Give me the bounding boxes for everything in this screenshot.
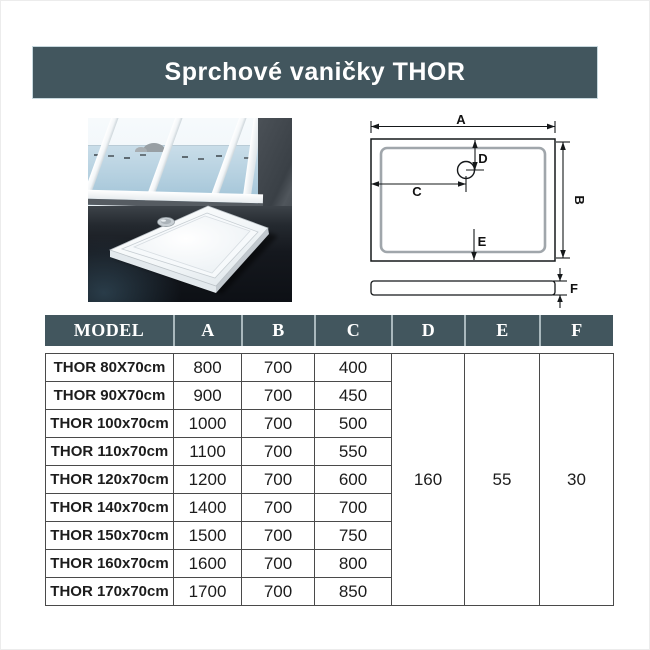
merged-cell-e: 55: [465, 354, 540, 606]
value-c-cell: 450: [315, 382, 392, 410]
value-c-cell: 750: [315, 522, 392, 550]
value-a-cell: 1500: [174, 522, 242, 550]
arrow-left-icon: [371, 181, 379, 187]
value-b-cell: 700: [242, 410, 315, 438]
page-title: Sprchové vaničky THOR: [164, 58, 466, 86]
tray-outline-outer: [371, 139, 555, 261]
value-c-cell: 400: [315, 354, 392, 382]
spec-table-header: [45, 315, 613, 346]
value-c-cell: 550: [315, 438, 392, 466]
arrow-down-icon: [557, 274, 563, 281]
header-cell-b: B: [241, 315, 314, 346]
arrow-left-icon: [371, 124, 379, 130]
merged-cell-f: 30: [540, 354, 614, 606]
value-a-cell: 800: [174, 354, 242, 382]
spec-table-body: [46, 354, 614, 606]
model-cell: THOR 90X70cm: [46, 382, 174, 410]
arrow-right-icon: [547, 124, 555, 130]
value-b-cell: 700: [242, 550, 315, 578]
value-c-cell: 600: [315, 466, 392, 494]
dim-a-label: A: [456, 112, 466, 127]
arrow-down-icon: [560, 250, 566, 258]
model-cell: THOR 150x70cm: [46, 522, 174, 550]
model-cell: THOR 110x70cm: [46, 438, 174, 466]
value-c-cell: 500: [315, 410, 392, 438]
value-a-cell: 1000: [174, 410, 242, 438]
dim-d-label: D: [478, 151, 488, 166]
value-b-cell: 700: [242, 466, 315, 494]
value-b-cell: 700: [242, 494, 315, 522]
dim-b-label: B: [572, 195, 587, 205]
header-cell-c: C: [314, 315, 391, 346]
merged-cell-d: 160: [392, 354, 465, 606]
header-cell-model: MODEL: [73, 320, 145, 340]
arrow-up-icon: [472, 140, 477, 148]
product-photo: [88, 118, 292, 302]
value-c-cell: 700: [315, 494, 392, 522]
table-row: [46, 354, 614, 382]
model-cell: THOR 160x70cm: [46, 550, 174, 578]
value-c-cell: 850: [315, 578, 392, 606]
header-cell-e: E: [464, 315, 539, 346]
arrow-up-icon: [560, 142, 566, 150]
header-cell-d: D: [391, 315, 464, 346]
header-cell-a: A: [173, 315, 241, 346]
value-a-cell: 900: [174, 382, 242, 410]
value-b-cell: 700: [242, 354, 315, 382]
shower-tray-render: [88, 118, 292, 302]
model-cell: THOR 80X70cm: [46, 354, 174, 382]
spec-table: [45, 353, 614, 606]
value-b-cell: 700: [242, 578, 315, 606]
model-cell: THOR 140x70cm: [46, 494, 174, 522]
value-a-cell: 1600: [174, 550, 242, 578]
dimension-diagram: [358, 112, 598, 312]
value-b-cell: 700: [242, 382, 315, 410]
header-cell-f: F: [539, 315, 613, 346]
arrow-up-icon: [557, 295, 563, 302]
drain-highlight: [161, 220, 166, 222]
tray-side-view: [371, 281, 555, 295]
value-a-cell: 1700: [174, 578, 242, 606]
title-bar: [32, 46, 598, 99]
value-b-cell: 700: [242, 438, 315, 466]
dim-f-label: F: [570, 281, 578, 296]
dim-b: [556, 142, 570, 258]
model-cell: THOR 170x70cm: [46, 578, 174, 606]
model-cell: THOR 120x70cm: [46, 466, 174, 494]
value-a-cell: 1100: [174, 438, 242, 466]
value-a-cell: 1200: [174, 466, 242, 494]
arrow-down-icon: [471, 252, 477, 260]
arrow-right-icon: [458, 181, 466, 187]
value-c-cell: 800: [315, 550, 392, 578]
dim-c-label: C: [412, 184, 422, 199]
model-cell: THOR 100x70cm: [46, 410, 174, 438]
value-a-cell: 1400: [174, 494, 242, 522]
dim-e-label: E: [477, 234, 487, 249]
value-b-cell: 700: [242, 522, 315, 550]
